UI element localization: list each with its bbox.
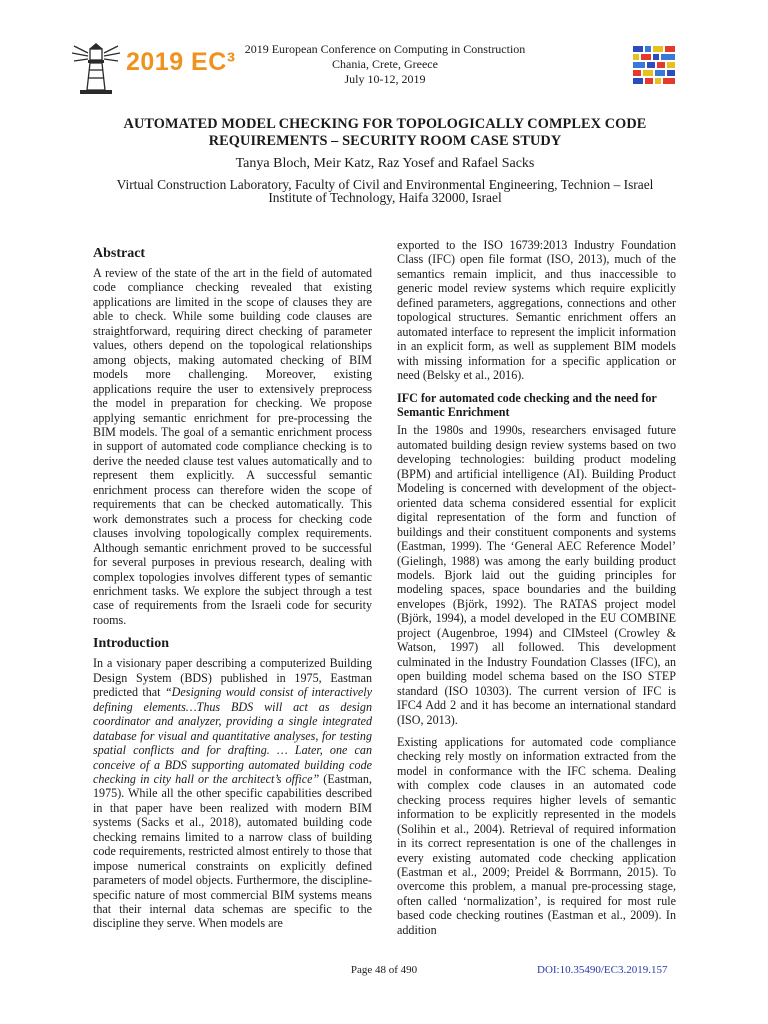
affiliation-line: Virtual Construction Laboratory, Faculty of Civil and Environmental Engineering, Technion – Israel (116, 177, 654, 192)
right-paragraph: In the 1980s and 1990s, researchers envisaged future automated building design review systems based on two developing technologies: building product modeling (BPM) and artificial intelligence (AI). Building Product Modeling is concerned with development of the object-oriented data schema considered essential for explicit digital representation of the form and function of buildings and their constituent components and systems (Eastman, 1999). The ‘General AEC Reference Model’ (Gielingh, 1988) was among the early building product models. Bjork laid out the guiding principles for modeling spaces, space boundaries and the building envelopes (Björk, 1992). The RATAS project model (Björk, 1994), a model developed in the EU COMBINE project (Augenbroe, 1994) and CIMsteel (Crowley & Watson, 1997) all followed. This development culminated in the Industry Foundation Classes (IFC), an open building model schema based on the ISO STEP standard (ISO 10303). The current version of IFC is IFC4 Add 2 and it has become an international standard (ISO, 2013). (397, 423, 676, 727)
conference-location: Chania, Crete, Greece (332, 57, 438, 71)
paper-authors: Tanya Bloch, Meir Katz, Raz Yosef and Rafael Sacks (235, 156, 535, 171)
right-paragraph: exported to the ISO 16739:2013 Industry Foundation Class (IFC) open file format (ISO, 2013), much of the semantics remain implicit, and thus inaccessible to generic model review systems which require explicitly defined parameters, aggregations, connections and other topological structures. Semantic enrichment offers an automated interface to represent the implicit information in an explicit form, as well as supplement BIM models with missing information for a specific application or need (Belsky et al., 2016). (397, 238, 676, 383)
paper-title-line: REQUIREMENTS – SECURITY ROOM CASE STUDY (208, 133, 562, 149)
conference-mosaic-logo (631, 44, 677, 90)
paper-title (70, 116, 700, 150)
abstract-heading: Abstract (93, 246, 146, 261)
abstract-text: A review of the state of the art in the field of automated code compliance checking revealed that existing applications are limited in the scope of clauses they are able to check. While some building code clauses are straightforward, requiring direct checking of parameter values, others depend on the topological relationships among objects, making automated checking of BIM models more challenging. Moreover, existing applications require the user to extensively preprocess the model in preparation for checking. We propose applying semantic enrichment for pre-processing the BIM models. The goal of a semantic enrichment process in support of automated code compliance checking is to derive the needed clause test values automatically and to represent them explicitly. A successful semantic enrichment process can therefore widen the scope of requirements that can be checked automatically. This work demonstrates such a process for checking code clauses involving topologically complex requirements. Although semantic enrichment proved to be successful for several purposes in previous research, dealing with complex topologies involves different types of semantic enrichment tasks. We explore the subject through a test case of requirements from the Israeli code for security rooms. (93, 266, 372, 627)
left-column (93, 266, 372, 931)
right-column (397, 238, 676, 937)
right-paragraph: Existing applications for automated code compliance checking rely mostly on information extracted from the model in conformance with the IFC schema. Dealing with complex code clauses in an automated code checking process requires higher levels of semantic information to be explicitly represented in the models (Solihin et al., 2004). Retrieval of required information in its correct representation is one of the challenges in every existing automated code checking application (Eastman et al., 2009; Preidel & Borrmann, 2015). To overcome this problem, a manual pre-processing stage, often called ‘normalization’, is required for most rule based code checking routines (Eastman et al., 2009). In addition (397, 734, 676, 937)
affiliation-line: Institute of Technology, Haifa 32000, Israel (268, 190, 502, 205)
conference-dates: July 10-12, 2019 (344, 72, 426, 86)
paper-title-line: AUTOMATED MODEL CHECKING FOR TOPOLOGICALLY COMPLEX CODE (123, 116, 647, 132)
mosaic-icon (631, 44, 677, 90)
logo-text: 2019 EC³ (126, 48, 236, 76)
ifc-subheading: IFC for automated code checking and the need for Semantic Enrichment (397, 390, 657, 419)
conference-name: 2019 European Conference on Computing in Construction (244, 42, 526, 56)
introduction-text (93, 656, 372, 931)
intro-post: (Eastman, 1975). While all the other specific capabilities described in that paper have been realized with modern BIM systems (Sacks et al., 2018), automated building code checking remains limited to a narrow class of building code requirements, restricted almost entirely to those that impose numerical constraints on explicitly defined parameters of model objects. Furthermore, the discipline-specific nature of most commercial BIM systems means that their internal data schemas are specific to the discipline they serve. When models are (93, 771, 373, 931)
page-number: Page 48 of 490 (350, 964, 418, 976)
introduction-heading: Introduction (93, 636, 169, 652)
eastman-quote: “Designing would consist of interactively defining elements…Thus BDS will act as design coordinator and analyzer, providing a single integrated database for visual and quantitative analyses, for testing spatial conflicts and for drafting. … Later, one can conceive of a BDS supporting automated building code checking in city hall or the architect’s office” (93, 685, 372, 786)
conference-info (220, 42, 550, 87)
doi-link[interactable]: DOI:10.35490/EC3.2019.157 (537, 964, 668, 976)
intro-pre: In a visionary paper describing a computerized Building Design System (BDS) published in 1975, Eastman predicted that (93, 656, 372, 700)
paper-affiliation (70, 178, 700, 204)
lighthouse-icon (68, 40, 126, 96)
